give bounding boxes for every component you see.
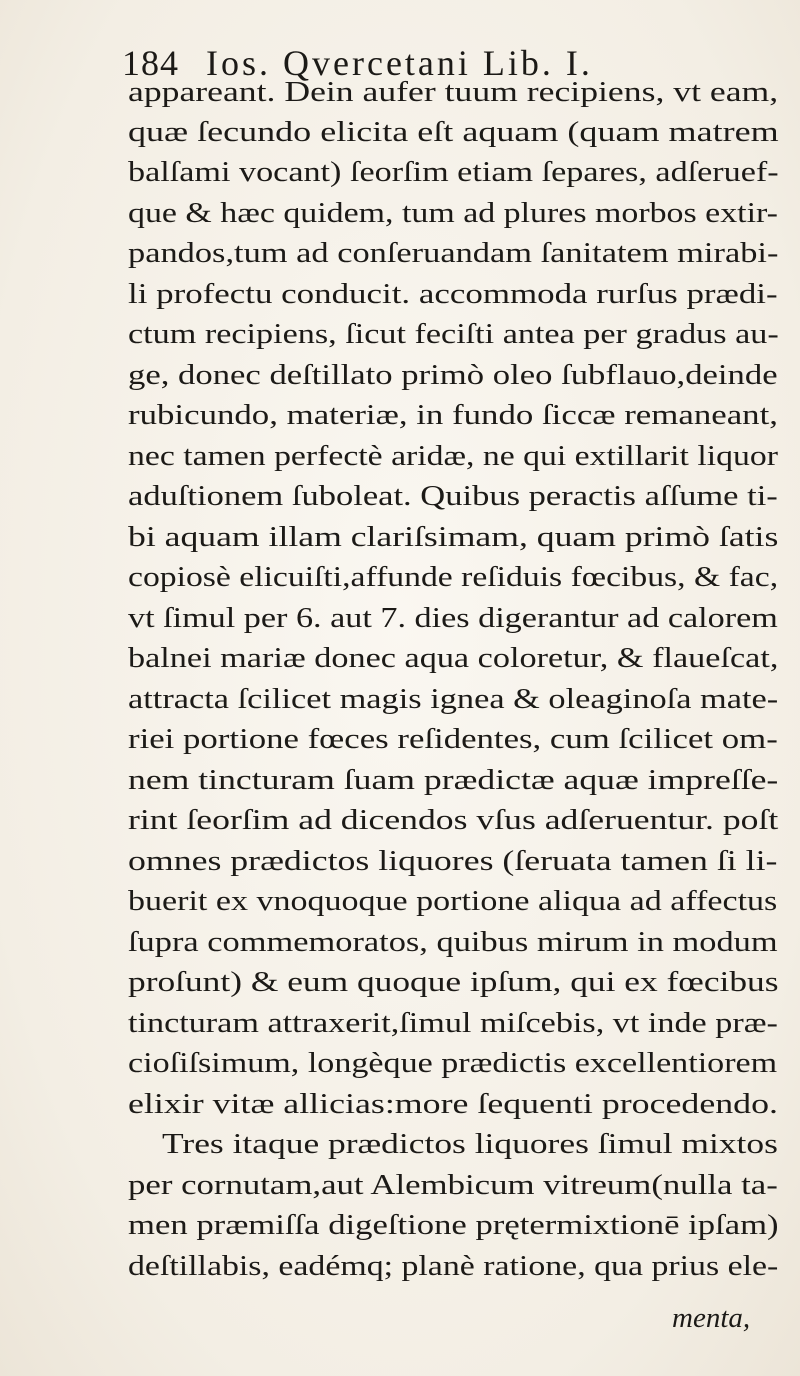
text-line: li profectu conducit. accommoda rurſus prædi- — [128, 278, 778, 310]
text-line: cioſiſsimum, longèque prædictis excellentiorem — [128, 1047, 778, 1079]
text-line: buerit ex vnoquoque portione aliqua ad affectus — [128, 885, 778, 917]
text-line: men præmiſſa digeſtione prętermixtionē ipſam) — [128, 1209, 779, 1241]
text-line: bi aquam illam clariſsimam, quam primò ſatis — [128, 521, 779, 553]
text-line: rubicundo, materiæ, in fundo ſiccæ remaneant, — [128, 399, 778, 431]
text-line: ctum recipiens, ſicut feciſti antea per gradus au- — [128, 318, 779, 350]
text-line: que & hæc quidem, tum ad plures morbos extir- — [128, 197, 778, 229]
text-line: balnei mariæ donec aqua coloretur, & flaueſcat, — [128, 642, 779, 674]
text-line: riei portione fœces reſidentes, cum ſcilicet om- — [128, 723, 778, 755]
text-line: Tres itaque prædictos liquores ſimul mixtos — [162, 1128, 778, 1160]
text-line: omnes prædictos liquores (ſeruata tamen ſi li- — [128, 845, 778, 877]
catchword: menta, — [672, 1302, 751, 1334]
running-head: Ios. Qvercetani Lib. I. — [206, 43, 593, 83]
text-line: rint ſeorſim ad dicendos vſus adſeruentur. poſt — [128, 804, 779, 836]
text-line: aduſtionem ſuboleat. Quibus peractis aſſume ti- — [128, 480, 778, 512]
text-line: per cornutam,aut Alembicum vitreum(nulla ta- — [128, 1169, 778, 1201]
text-line: quæ ſecundo elicita eſt aquam (quam matrem — [128, 116, 779, 148]
text-line: copiosè elicuiſti,affunde reſiduis fœcibus, & fac, — [128, 561, 779, 593]
text-line: balſami vocant) ſeorſim etiam ſepares, adſeruef- — [128, 156, 779, 188]
text-line: nec tamen perfectè aridæ, ne qui extillarit liquor — [128, 440, 778, 472]
text-line: ge, donec deſtillato primò oleo ſubflauo,deinde — [128, 359, 778, 391]
page-number: 184 — [122, 43, 179, 83]
text-line: ſupra commemoratos, quibus mirum in modum — [128, 926, 778, 958]
text-line: deſtillabis, eadémq; planè ratione, qua prius ele- — [128, 1250, 779, 1282]
text-line: pandos,tum ad conſeruandam ſanitatem mirabi- — [128, 237, 779, 269]
text-line: elixir vitæ allicias:more ſequenti procedendo. — [128, 1088, 778, 1120]
text-line: attracta ſcilicet magis ignea & oleaginoſa mate- — [128, 683, 779, 715]
text-line: proſunt) & eum quoque ipſum, qui ex fœcibus — [128, 966, 779, 998]
text-line: tincturam attraxerit,ſimul miſcebis, vt inde præ- — [128, 1007, 778, 1039]
text-line: appareant. Dein aufer tuum recipiens, vt eam, — [128, 76, 779, 108]
text-line: vt ſimul per 6. aut 7. dies digerantur ad calorem — [128, 602, 778, 634]
text-line: nem tincturam ſuam prædictæ aquæ impreſſe- — [128, 764, 779, 796]
